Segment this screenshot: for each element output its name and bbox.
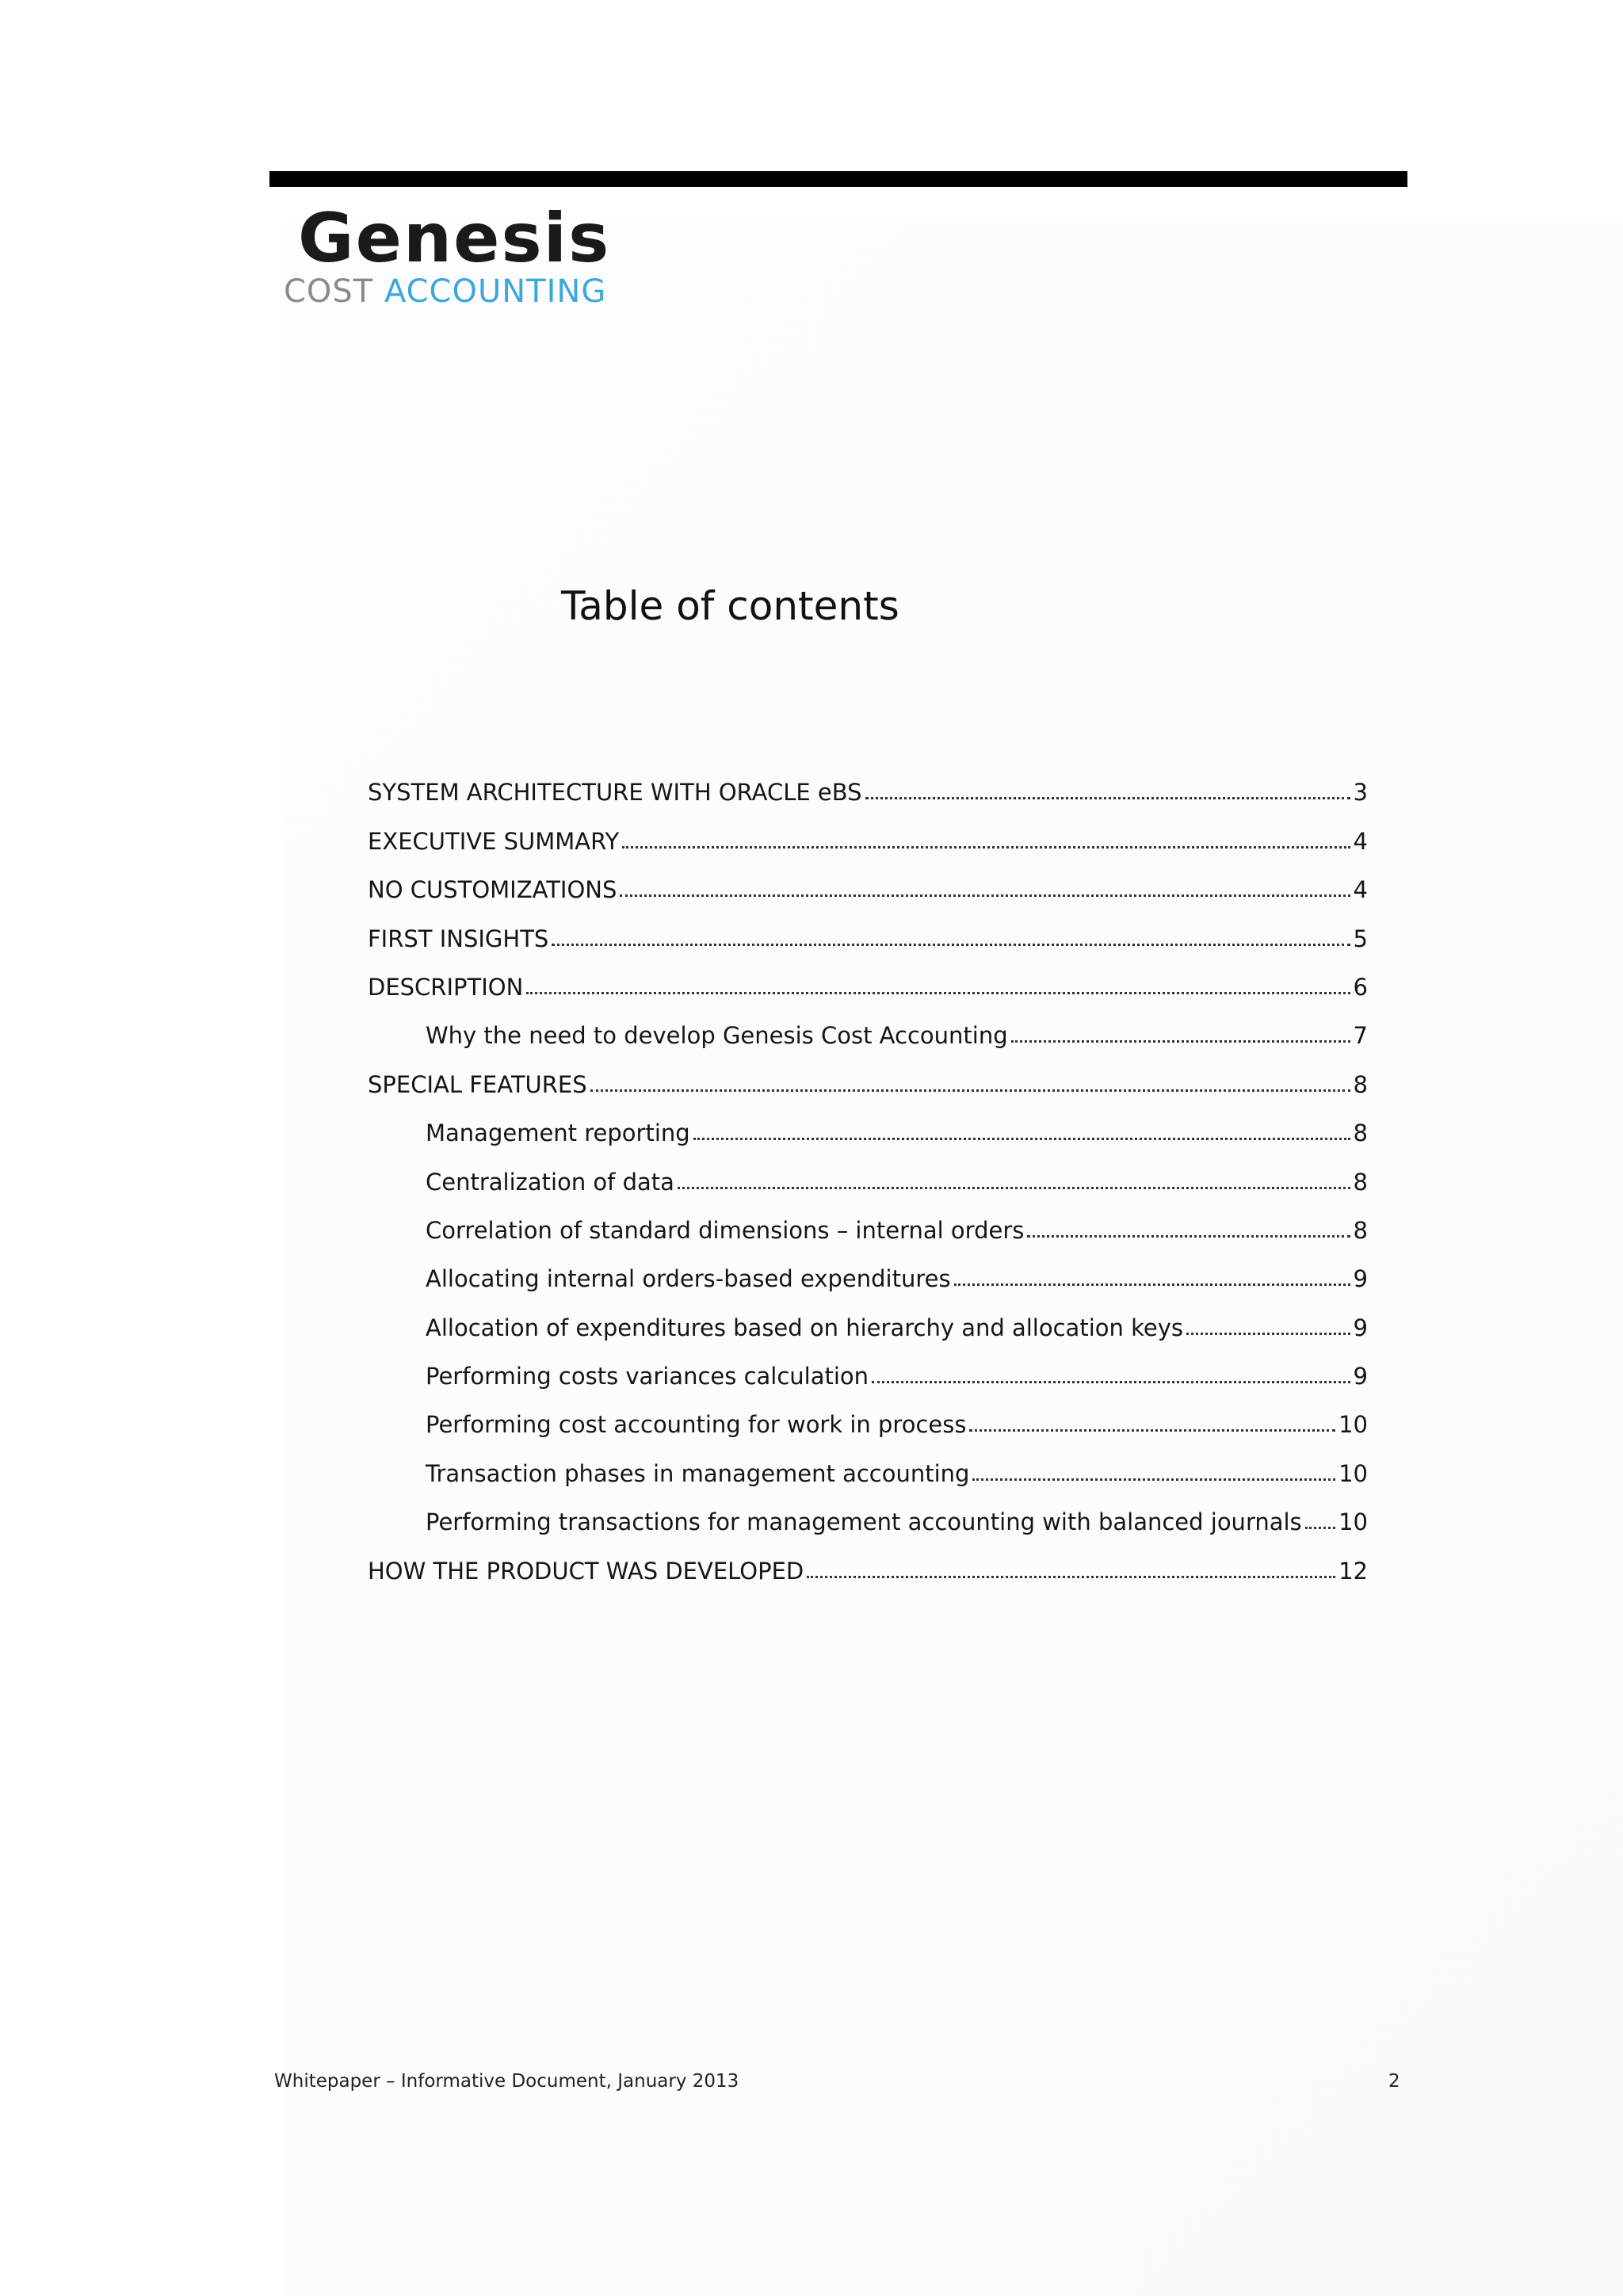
toc-entry-label: SPECIAL FEATURES [368,1070,587,1098]
toc-entry-page: 12 [1338,1557,1368,1585]
toc-entry-label: DESCRIPTION [368,973,524,1001]
toc-entry-page: 8 [1353,1119,1368,1147]
toc-dot-leader [552,944,1350,946]
toc-entry-page: 9 [1353,1363,1368,1390]
table-of-contents [368,762,1368,1589]
footer-document-info: Whitepaper – Informative Document, January 2013 [274,2071,739,2092]
toc-entry-label: Allocating internal orders-based expenditures [426,1265,951,1293]
toc-entry-page: 4 [1353,827,1368,855]
toc-entry-label: NO CUSTOMIZATIONS [368,876,617,904]
toc-entry-page: 10 [1338,1411,1368,1439]
toc-dot-leader [622,846,1350,849]
toc-dot-leader [972,1478,1335,1481]
toc-dot-leader [969,1429,1335,1432]
toc-entry[interactable] [368,1005,1368,1054]
toc-entry-page: 8 [1353,1216,1368,1244]
toc-title: Table of contents [561,583,899,629]
toc-entry[interactable] [368,810,1368,859]
toc-entry-page: 9 [1353,1265,1368,1293]
toc-entry[interactable] [368,1200,1368,1249]
toc-entry-page: 10 [1338,1459,1368,1487]
toc-entry-page: 8 [1353,1070,1368,1098]
toc-entry-label: Correlation of standard dimensions – internal orders [426,1216,1025,1244]
toc-entry-label: SYSTEM ARCHITECTURE WITH ORACLE eBS [368,779,862,807]
toc-dot-leader [620,894,1350,897]
toc-entry-label: Performing transactions for management accounting with balanced journals [426,1508,1302,1536]
toc-dot-leader [1305,1527,1335,1529]
toc-entry[interactable] [368,1492,1368,1540]
toc-dot-leader [1011,1040,1350,1043]
genesis-logo [282,199,611,315]
toc-entry-page: 7 [1353,1022,1368,1050]
toc-dot-leader [872,1381,1350,1383]
toc-entry-page: 10 [1338,1508,1368,1536]
toc-dot-leader [865,797,1350,799]
toc-entry-page: 4 [1353,876,1368,904]
toc-dot-leader [678,1187,1350,1189]
toc-entry-page: 8 [1353,1168,1368,1196]
toc-entry[interactable] [368,1054,1368,1102]
footer-page-number: 2 [1388,2071,1400,2092]
toc-entry-page: 6 [1353,973,1368,1001]
toc-dot-leader [1186,1333,1350,1335]
toc-entry[interactable] [368,1394,1368,1443]
toc-entry[interactable] [368,762,1368,810]
toc-entry-label: Centralization of data [426,1168,674,1196]
toc-dot-leader [807,1576,1335,1578]
logo-wordmark: Genesis [298,199,611,278]
toc-entry-label: Management reporting [426,1119,690,1147]
toc-entry-page: 5 [1353,925,1368,952]
toc-entry[interactable] [368,860,1368,908]
toc-entry-label: Transaction phases in management accounting [426,1459,970,1487]
toc-entry-page: 3 [1353,779,1368,807]
toc-entry-label: EXECUTIVE SUMMARY [368,827,620,855]
toc-entry[interactable] [368,1297,1368,1345]
toc-dot-leader [693,1138,1350,1140]
toc-entry[interactable] [368,908,1368,956]
toc-dot-leader [954,1283,1350,1286]
toc-entry-label: HOW THE PRODUCT WAS DEVELOPED [368,1557,804,1585]
header-rule [269,171,1407,187]
toc-entry[interactable] [368,1249,1368,1297]
toc-dot-leader [526,992,1350,994]
toc-dot-leader [590,1089,1350,1092]
toc-dot-leader [1027,1235,1350,1238]
toc-entry[interactable] [368,1443,1368,1491]
toc-entry[interactable] [368,1103,1368,1151]
toc-entry-label: Why the need to develop Genesis Cost Accounting [426,1022,1008,1050]
toc-entry[interactable] [368,957,1368,1005]
logo-tagline-cost: COST [284,273,374,310]
toc-entry-page: 9 [1353,1314,1368,1341]
toc-entry-label: Performing cost accounting for work in process [426,1411,967,1439]
toc-entry[interactable] [368,1346,1368,1394]
toc-entry[interactable] [368,1540,1368,1589]
logo-tagline-accounting: ACCOUNTING [384,273,607,310]
logo-tagline [284,273,607,310]
toc-entry[interactable] [368,1151,1368,1199]
toc-entry-label: Allocation of expenditures based on hierarchy and allocation keys [426,1314,1183,1341]
toc-entry-label: FIRST INSIGHTS [368,925,549,952]
toc-entry-label: Performing costs variances calculation [426,1363,869,1390]
